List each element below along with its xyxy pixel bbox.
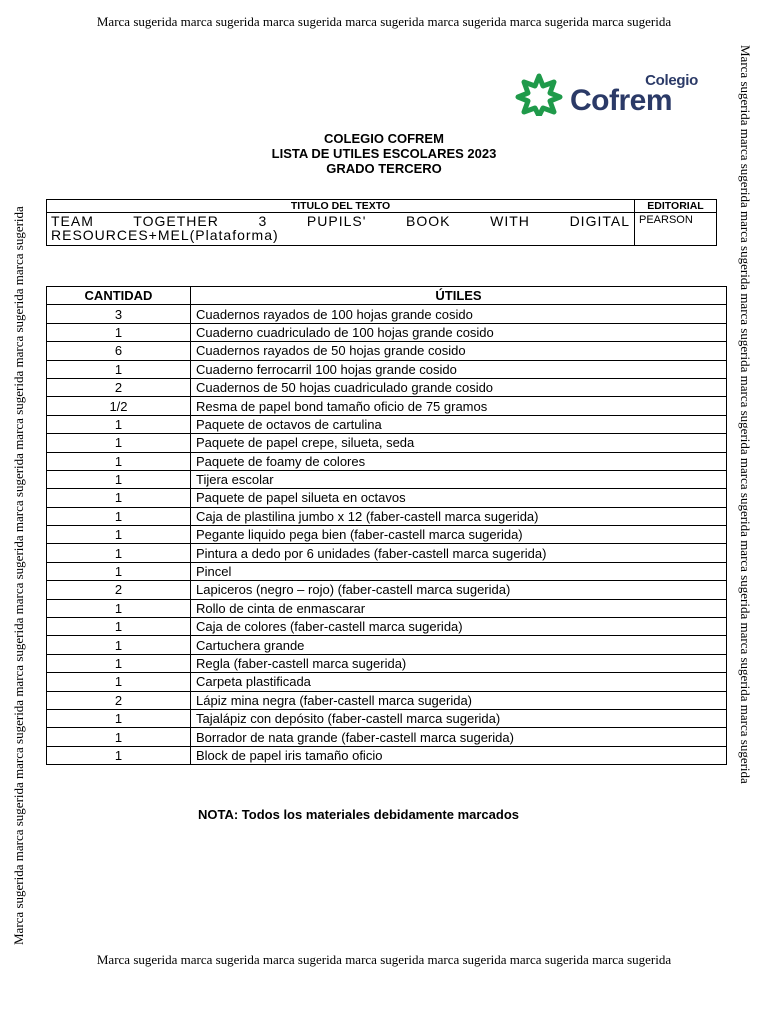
- table-row: [47, 654, 727, 672]
- row-quantity: 1: [47, 360, 191, 378]
- row-item: Paquete de octavos de cartulina: [191, 415, 727, 433]
- qty-header: CANTIDAD: [47, 287, 191, 305]
- heading-line-1: COLEGIO COFREM: [324, 131, 444, 146]
- book-publisher-header: EDITORIAL: [635, 200, 717, 213]
- table-row: [47, 342, 727, 360]
- row-item: Tajalápiz con depósito (faber-castell marca sugerida): [191, 709, 727, 727]
- logo-small-text: Colegio: [645, 72, 698, 89]
- row-item: Paquete de foamy de colores: [191, 452, 727, 470]
- table-row: [47, 397, 727, 415]
- row-item: Borrador de nata grande (faber-castell marca sugerida): [191, 728, 727, 746]
- table-row: [47, 415, 727, 433]
- row-quantity: 1: [47, 728, 191, 746]
- row-item: Cuadernos rayados de 100 hojas grande cosido: [191, 305, 727, 323]
- row-item: Carpeta plastificada: [191, 673, 727, 691]
- row-item: Cuaderno ferrocarril 100 hojas grande cosido: [191, 360, 727, 378]
- table-row: [47, 581, 727, 599]
- item-header: ÚTILES: [191, 287, 727, 305]
- table-row: [47, 599, 727, 617]
- row-item: Cuadernos rayados de 50 hojas grande cosido: [191, 342, 727, 360]
- watermark-right: Marca sugerida marca sugerida marca sugerida marca sugerida marca sugerida marca sugerida marca sugerida marca sugerida marca sugerida: [738, 45, 753, 784]
- row-item: Caja de plastilina jumbo x 12 (faber-castell marca sugerida): [191, 507, 727, 525]
- table-row: [47, 562, 727, 580]
- row-quantity: 1: [47, 415, 191, 433]
- row-quantity: 2: [47, 378, 191, 396]
- table-row: [47, 636, 727, 654]
- supplies-table: [46, 286, 727, 765]
- book-title-header: TITULO DEL TEXTO: [47, 200, 635, 213]
- row-quantity: 1: [47, 654, 191, 672]
- row-quantity: 1: [47, 709, 191, 727]
- table-row: [47, 452, 727, 470]
- row-quantity: 3: [47, 305, 191, 323]
- row-item: Cartuchera grande: [191, 636, 727, 654]
- table-row: [47, 746, 727, 764]
- row-item: Paquete de papel crepe, silueta, seda: [191, 434, 727, 452]
- row-quantity: 1: [47, 562, 191, 580]
- row-quantity: 1: [47, 434, 191, 452]
- school-logo: [512, 68, 702, 118]
- row-quantity: 1: [47, 323, 191, 341]
- heading-line-3: GRADO TERCERO: [326, 161, 442, 176]
- table-row: [47, 305, 727, 323]
- row-quantity: 2: [47, 581, 191, 599]
- row-quantity: 1: [47, 470, 191, 488]
- table-row: [47, 489, 727, 507]
- row-item: Pincel: [191, 562, 727, 580]
- row-item: Paquete de papel silueta en octavos: [191, 489, 727, 507]
- row-item: Pintura a dedo por 6 unidades (faber-castell marca sugerida): [191, 544, 727, 562]
- logo-big-text: Cofrem: [570, 84, 673, 117]
- heading-line-2: LISTA DE UTILES ESCOLARES 2023: [271, 146, 497, 161]
- row-quantity: 1: [47, 673, 191, 691]
- row-item: Block de papel iris tamaño oficio: [191, 746, 727, 764]
- watermark-left: Marca sugerida marca sugerida marca sugerida marca sugerida marca sugerida marca sugerida marca sugerida marca sugerida marca sugerida: [11, 206, 26, 945]
- table-row: [47, 526, 727, 544]
- table-row: [47, 673, 727, 691]
- row-quantity: 2: [47, 691, 191, 709]
- row-quantity: 1: [47, 599, 191, 617]
- row-quantity: 1: [47, 618, 191, 636]
- row-item: Tijera escolar: [191, 470, 727, 488]
- table-row: [47, 618, 727, 636]
- row-item: Rollo de cinta de enmascarar: [191, 599, 727, 617]
- table-row: [47, 470, 727, 488]
- table-row: [47, 691, 727, 709]
- row-item: Cuaderno cuadriculado de 100 hojas grande cosido: [191, 323, 727, 341]
- watermark-top: Marca sugerida marca sugerida marca sugerida marca sugerida marca sugerida marca sugerida marca sugerida: [96, 14, 672, 29]
- table-row: [47, 378, 727, 396]
- table-row: [47, 360, 727, 378]
- cofrem-mark-icon: [512, 70, 566, 116]
- row-quantity: 1: [47, 636, 191, 654]
- watermark-bottom: Marca sugerida marca sugerida marca sugerida marca sugerida marca sugerida marca sugerida marca sugerida: [96, 952, 672, 967]
- table-row: [47, 434, 727, 452]
- table-row: [47, 323, 727, 341]
- row-item: Resma de papel bond tamaño oficio de 75 gramos: [191, 397, 727, 415]
- supplies-table-body: [47, 305, 727, 765]
- row-quantity: 1: [47, 489, 191, 507]
- table-row: [47, 507, 727, 525]
- row-item: Pegante liquido pega bien (faber-castell marca sugerida): [191, 526, 727, 544]
- book-table: [46, 199, 717, 246]
- document-heading: [0, 131, 768, 176]
- row-item: Lapiceros (negro – rojo) (faber-castell marca sugerida): [191, 581, 727, 599]
- book-title: TEAM TOGETHER 3 PUPILS' BOOK WITH DIGITAL RESOURCES+MEL(Plataforma): [47, 213, 635, 246]
- row-quantity: 1/2: [47, 397, 191, 415]
- row-quantity: 1: [47, 452, 191, 470]
- row-quantity: 1: [47, 526, 191, 544]
- row-item: Caja de colores (faber-castell marca sugerida): [191, 618, 727, 636]
- note: NOTA: Todos los materiales debidamente marcados: [198, 807, 519, 822]
- row-quantity: 1: [47, 746, 191, 764]
- table-row: [47, 544, 727, 562]
- book-publisher: PEARSON: [635, 213, 717, 246]
- table-row: [47, 709, 727, 727]
- row-item: Cuadernos de 50 hojas cuadriculado grande cosido: [191, 378, 727, 396]
- row-quantity: 1: [47, 507, 191, 525]
- row-quantity: 6: [47, 342, 191, 360]
- row-quantity: 1: [47, 544, 191, 562]
- row-item: Lápiz mina negra (faber-castell marca sugerida): [191, 691, 727, 709]
- table-row: [47, 728, 727, 746]
- row-item: Regla (faber-castell marca sugerida): [191, 654, 727, 672]
